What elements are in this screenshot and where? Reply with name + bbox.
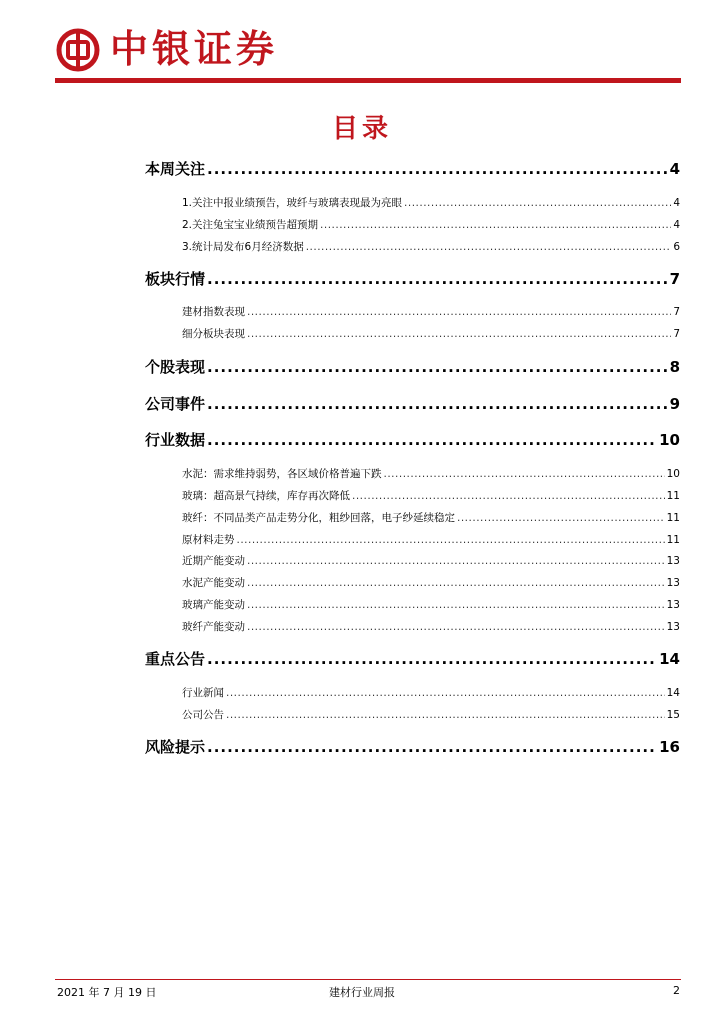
toc-leader-dots [226,687,665,699]
toc-item[interactable] [182,553,680,568]
toc-item[interactable] [182,575,680,590]
brand-name: 中银证券 [110,26,279,71]
toc-leader-dots [247,577,665,589]
toc-page-number: 7 [669,270,680,288]
toc-leader-dots [207,431,657,449]
toc-leader-dots [352,490,665,502]
toc-item[interactable] [182,685,680,700]
toc-item[interactable] [182,304,680,319]
toc-leader-dots [247,621,665,633]
toc-item-label: 原材料走势 [182,534,235,546]
toc-item[interactable] [182,326,680,341]
toc-page-number: 11 [666,534,680,546]
toc-leader-dots [384,468,665,480]
toc-page-number: 13 [666,621,680,633]
toc-page-number: 14 [666,687,680,699]
toc-section-label: 板块行情 [145,270,206,288]
toc-leader-dots [247,306,671,318]
toc-page-number: 4 [673,219,680,231]
toc-page-number: 7 [673,328,680,340]
toc-item-label: 公司公告 [182,709,224,721]
toc-leader-dots [237,534,665,546]
toc-page-number: 4 [673,197,680,209]
toc-page-number: 4 [669,160,680,178]
toc-leader-dots [207,738,657,756]
toc-section-label: 本周关注 [145,160,206,178]
toc-leader-dots [207,270,668,288]
toc-page-number: 8 [669,358,680,376]
toc-page-number: 11 [666,512,680,524]
toc-item[interactable] [182,510,680,525]
toc-item-label: 行业新闻 [182,687,224,699]
toc-page-number: 9 [669,395,680,413]
toc-page-number: 11 [666,490,680,502]
toc-page-number: 13 [666,555,680,567]
toc-item[interactable] [182,707,680,722]
toc-item-label: 玻璃：超高景气持续，库存再次降低 [182,490,350,502]
report-date: 2021 年 7 月 19 日 [57,986,157,999]
toc-item-label: 玻纤产能变动 [182,621,245,633]
toc-item[interactable] [182,532,680,547]
footer-divider [55,979,681,980]
toc-leader-dots [457,512,665,524]
toc-leader-dots [404,197,671,209]
toc-item-label: 3.统计局发布6月经济数据 [182,241,304,253]
toc-page-number: 13 [666,577,680,589]
toc-section-key-announcements[interactable] [145,648,680,669]
toc-item-label: 水泥产能变动 [182,577,245,589]
toc-page-number: 10 [659,431,680,449]
header-divider [55,78,681,83]
toc-leader-dots [207,358,668,376]
toc-leader-dots [306,241,672,253]
toc-section-label: 个股表现 [145,358,206,376]
page-header [0,0,724,90]
toc-page-number: 16 [659,738,680,756]
report-title: 建材行业周报 [329,986,395,999]
toc-item-label: 玻纤：不同品类产品走势分化，粗纱回落，电子纱延续稳定 [182,512,455,524]
toc-page-number: 6 [673,241,680,253]
toc-item-label: 玻璃产能变动 [182,599,245,611]
toc-item[interactable] [182,217,680,232]
toc-item[interactable] [182,239,680,254]
toc-leader-dots [320,219,671,231]
toc-section-label: 风险提示 [145,738,206,756]
page-number: 2 [673,984,680,997]
toc-section-industry-data[interactable] [145,429,680,450]
toc-section-risk-warning[interactable] [145,736,680,757]
toc-item-label: 近期产能变动 [182,555,245,567]
toc-leader-dots [247,328,671,340]
toc-item-label: 2.关注兔宝宝业绩预告超预期 [182,219,319,231]
bank-of-china-logo-icon [56,28,100,72]
toc-item[interactable] [182,195,680,210]
toc-section-label: 行业数据 [145,431,206,449]
toc-section-sector-performance[interactable] [145,268,680,289]
toc-leader-dots [226,709,665,721]
toc-leader-dots [207,395,668,413]
toc-leader-dots [247,599,665,611]
toc-item-label: 建材指数表现 [182,306,245,318]
toc-section-company-events[interactable] [145,393,680,414]
toc-page-number: 14 [659,650,680,668]
toc-leader-dots [207,160,668,178]
toc-item[interactable] [182,488,680,503]
toc-leader-dots [207,650,657,668]
toc-item-label: 细分板块表现 [182,328,245,340]
toc-item-label: 水泥：需求维持弱势，各区域价格普遍下跌 [182,468,382,480]
toc-page-number: 7 [673,306,680,318]
toc-item[interactable] [182,619,680,634]
toc-section-weekly-focus[interactable] [145,158,680,179]
toc-item-label: 1.关注中报业绩预告，玻纤与玻璃表现最为亮眼 [182,197,403,209]
toc-item[interactable] [182,597,680,612]
toc-section-label: 重点公告 [145,650,206,668]
toc-page-number: 15 [666,709,680,721]
toc-section-label: 公司事件 [145,395,206,413]
toc-page-number: 10 [666,468,680,480]
toc-page-number: 13 [666,599,680,611]
toc-title: 目录 [331,114,392,144]
toc-leader-dots [247,555,665,567]
toc-section-stock-performance[interactable] [145,356,680,377]
toc-item[interactable] [182,466,680,481]
